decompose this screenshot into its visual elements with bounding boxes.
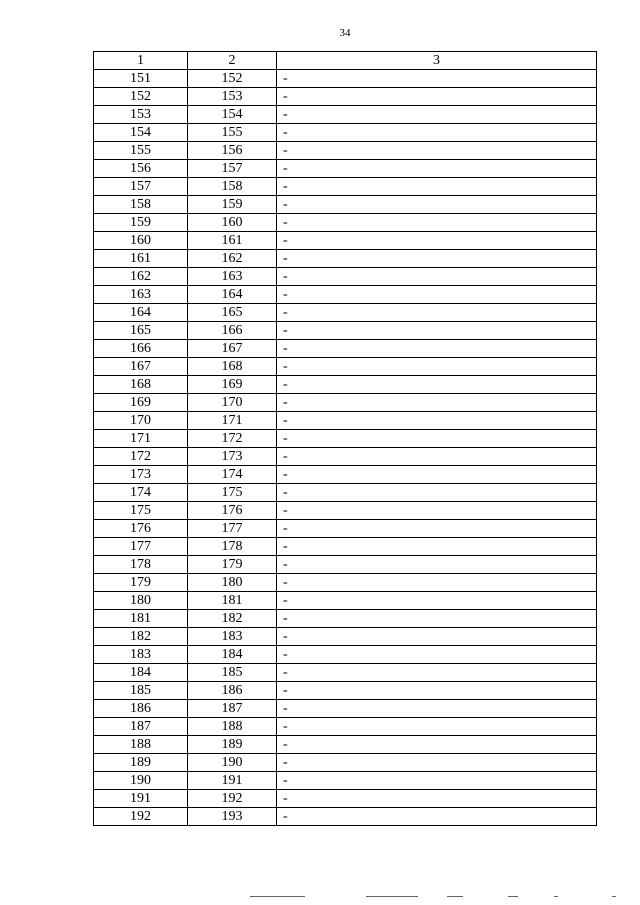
table-cell-col1: 191 [94, 790, 188, 808]
table-cell-col3: - [277, 718, 597, 736]
table-cell-col2: 182 [188, 610, 277, 628]
table-cell-col2: 173 [188, 448, 277, 466]
table-cell-col1: 176 [94, 520, 188, 538]
table-row [94, 322, 597, 340]
table-cell-col1: 155 [94, 142, 188, 160]
table-row [94, 448, 597, 466]
table-cell-col1: 152 [94, 88, 188, 106]
data-table [93, 51, 597, 826]
table-cell-col3: - [277, 610, 597, 628]
table-cell-col1: 189 [94, 754, 188, 772]
table-row [94, 808, 597, 826]
table-cell-col3: - [277, 448, 597, 466]
table-row [94, 574, 597, 592]
table-cell-col1: 157 [94, 178, 188, 196]
table-cell-col2: 166 [188, 322, 277, 340]
table-cell-col3: - [277, 250, 597, 268]
table-cell-col1: 162 [94, 268, 188, 286]
table-cell-col1: 190 [94, 772, 188, 790]
table-cell-col2: 155 [188, 124, 277, 142]
table-row [94, 502, 597, 520]
table-cell-col1: 151 [94, 70, 188, 88]
table-cell-col3: - [277, 700, 597, 718]
table-row [94, 628, 597, 646]
table-cell-col2: 161 [188, 232, 277, 250]
table-body [94, 70, 597, 826]
table-cell-col3: - [277, 358, 597, 376]
table-cell-col3: - [277, 466, 597, 484]
table-cell-col3: - [277, 808, 597, 826]
table-cell-col2: 176 [188, 502, 277, 520]
table-row [94, 592, 597, 610]
table-cell-col2: 181 [188, 592, 277, 610]
table-cell-col2: 175 [188, 484, 277, 502]
table-cell-col2: 189 [188, 736, 277, 754]
scan-artifacts [0, 896, 640, 900]
table-cell-col1: 174 [94, 484, 188, 502]
table-cell-col2: 168 [188, 358, 277, 376]
table-cell-col3: - [277, 412, 597, 430]
table-row [94, 754, 597, 772]
table-row [94, 178, 597, 196]
table-cell-col2: 179 [188, 556, 277, 574]
table-cell-col1: 169 [94, 394, 188, 412]
table-row [94, 286, 597, 304]
table-row [94, 682, 597, 700]
table-cell-col1: 182 [94, 628, 188, 646]
table-cell-col1: 178 [94, 556, 188, 574]
table-cell-col3: - [277, 232, 597, 250]
table-cell-col2: 184 [188, 646, 277, 664]
table-cell-col1: 160 [94, 232, 188, 250]
table-cell-col1: 156 [94, 160, 188, 178]
table-cell-col2: 177 [188, 520, 277, 538]
table-cell-col2: 187 [188, 700, 277, 718]
table-cell-col2: 154 [188, 106, 277, 124]
table-cell-col3: - [277, 304, 597, 322]
table-cell-col3: - [277, 178, 597, 196]
table-cell-col1: 187 [94, 718, 188, 736]
table-row [94, 466, 597, 484]
table-cell-col2: 186 [188, 682, 277, 700]
table-cell-col2: 158 [188, 178, 277, 196]
table-cell-col2: 156 [188, 142, 277, 160]
table-row [94, 394, 597, 412]
table-row [94, 106, 597, 124]
table-cell-col3: - [277, 322, 597, 340]
table-row [94, 124, 597, 142]
table-cell-col3: - [277, 592, 597, 610]
table-cell-col1: 185 [94, 682, 188, 700]
table-cell-col2: 165 [188, 304, 277, 322]
table-cell-col1: 159 [94, 214, 188, 232]
table-cell-col1: 179 [94, 574, 188, 592]
table-row [94, 214, 597, 232]
table-cell-col3: - [277, 430, 597, 448]
table-row [94, 232, 597, 250]
table-cell-col1: 175 [94, 502, 188, 520]
table-cell-col3: - [277, 484, 597, 502]
table-cell-col1: 165 [94, 322, 188, 340]
table-row [94, 556, 597, 574]
table-cell-col2: 159 [188, 196, 277, 214]
table-row [94, 268, 597, 286]
table-row [94, 430, 597, 448]
table-cell-col3: - [277, 646, 597, 664]
table-cell-col1: 166 [94, 340, 188, 358]
table-cell-col2: 174 [188, 466, 277, 484]
table-cell-col2: 185 [188, 664, 277, 682]
page-number: 34 [339, 27, 351, 39]
table-cell-col3: - [277, 376, 597, 394]
table-cell-col1: 164 [94, 304, 188, 322]
table-cell-col2: 180 [188, 574, 277, 592]
table-cell-col3: - [277, 88, 597, 106]
table-cell-col3: - [277, 106, 597, 124]
table-row [94, 412, 597, 430]
table-cell-col2: 192 [188, 790, 277, 808]
table-cell-col2: 169 [188, 376, 277, 394]
table-header-row [94, 52, 597, 70]
table-row [94, 718, 597, 736]
table-cell-col1: 192 [94, 808, 188, 826]
table-cell-col3: - [277, 124, 597, 142]
table-cell-col2: 178 [188, 538, 277, 556]
table-cell-col3: - [277, 754, 597, 772]
table-cell-col3: - [277, 772, 597, 790]
table-cell-col1: 154 [94, 124, 188, 142]
table-cell-col1: 183 [94, 646, 188, 664]
table-cell-col1: 158 [94, 196, 188, 214]
table-row [94, 610, 597, 628]
table-cell-col1: 170 [94, 412, 188, 430]
table-cell-col1: 172 [94, 448, 188, 466]
table-cell-col2: 171 [188, 412, 277, 430]
table-row [94, 736, 597, 754]
table-cell-col2: 183 [188, 628, 277, 646]
table-cell-col1: 173 [94, 466, 188, 484]
table-cell-col3: - [277, 574, 597, 592]
table-cell-col3: - [277, 502, 597, 520]
table-cell-col3: - [277, 628, 597, 646]
table-cell-col3: - [277, 214, 597, 232]
table-cell-col2: 191 [188, 772, 277, 790]
table-cell-col1: 177 [94, 538, 188, 556]
table-cell-col1: 153 [94, 106, 188, 124]
table-cell-col3: - [277, 286, 597, 304]
table-row [94, 376, 597, 394]
column-header-1: 1 [94, 52, 188, 70]
table-cell-col3: - [277, 790, 597, 808]
table-cell-col2: 164 [188, 286, 277, 304]
table-cell-col1: 163 [94, 286, 188, 304]
table-cell-col1: 167 [94, 358, 188, 376]
table-row [94, 88, 597, 106]
table-row [94, 340, 597, 358]
table-cell-col2: 190 [188, 754, 277, 772]
table-cell-col2: 193 [188, 808, 277, 826]
table-cell-col1: 171 [94, 430, 188, 448]
table-row [94, 142, 597, 160]
table-cell-col1: 186 [94, 700, 188, 718]
table-cell-col3: - [277, 682, 597, 700]
table-row [94, 304, 597, 322]
table-cell-col3: - [277, 664, 597, 682]
table-cell-col3: - [277, 70, 597, 88]
table-cell-col3: - [277, 142, 597, 160]
column-header-2: 2 [188, 52, 277, 70]
table-cell-col2: 160 [188, 214, 277, 232]
table-cell-col1: 184 [94, 664, 188, 682]
table-cell-col2: 153 [188, 88, 277, 106]
table-cell-col1: 181 [94, 610, 188, 628]
table-cell-col2: 163 [188, 268, 277, 286]
table-row [94, 484, 597, 502]
table-row [94, 70, 597, 88]
table-row [94, 250, 597, 268]
table-cell-col3: - [277, 520, 597, 538]
table-cell-col2: 162 [188, 250, 277, 268]
table-row [94, 520, 597, 538]
table-cell-col3: - [277, 160, 597, 178]
table-cell-col3: - [277, 556, 597, 574]
table-cell-col3: - [277, 394, 597, 412]
table-cell-col1: 161 [94, 250, 188, 268]
table-cell-col1: 168 [94, 376, 188, 394]
table-cell-col2: 172 [188, 430, 277, 448]
table-row [94, 646, 597, 664]
table-cell-col3: - [277, 268, 597, 286]
table-cell-col3: - [277, 196, 597, 214]
table-row [94, 160, 597, 178]
table-cell-col1: 180 [94, 592, 188, 610]
table-cell-col1: 188 [94, 736, 188, 754]
table-row [94, 790, 597, 808]
table-cell-col2: 170 [188, 394, 277, 412]
table-cell-col2: 157 [188, 160, 277, 178]
table-cell-col3: - [277, 736, 597, 754]
table-row [94, 772, 597, 790]
table-cell-col3: - [277, 538, 597, 556]
table-row [94, 700, 597, 718]
table-row [94, 664, 597, 682]
table-row [94, 196, 597, 214]
column-header-3: 3 [277, 52, 597, 70]
table-cell-col2: 152 [188, 70, 277, 88]
table-cell-col2: 188 [188, 718, 277, 736]
table-cell-col2: 167 [188, 340, 277, 358]
table-cell-col3: - [277, 340, 597, 358]
table-row [94, 358, 597, 376]
table-row [94, 538, 597, 556]
